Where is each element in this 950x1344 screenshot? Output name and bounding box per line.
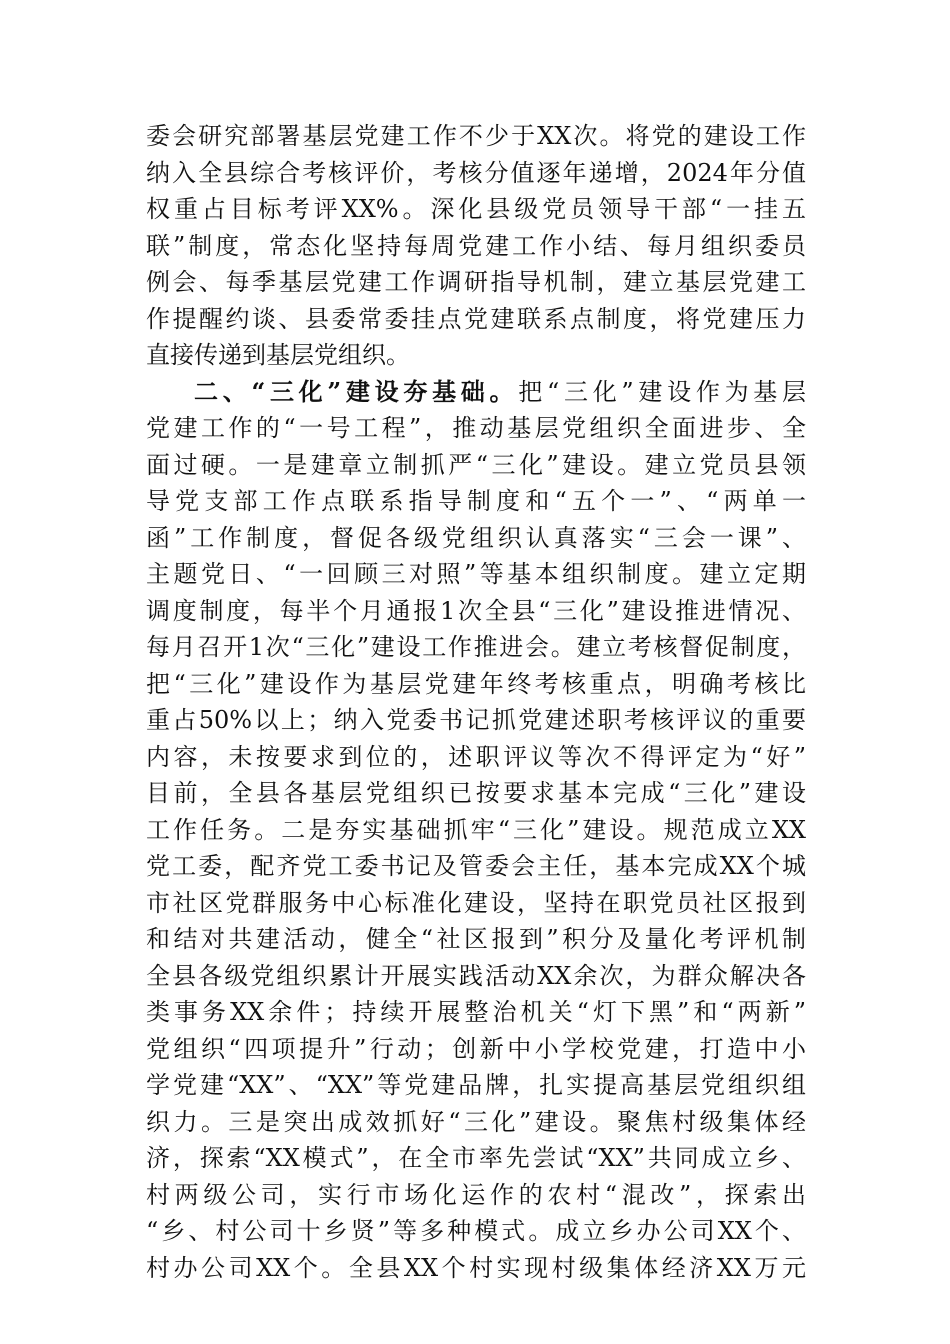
text-line: 目前，全县各基层党组织已按要求基本完成“三化”建设 bbox=[146, 779, 806, 807]
paragraph-1 bbox=[146, 118, 806, 374]
text-line: 工作任务。二是夯实基础抓牢“三化”建设。规范成立XX bbox=[146, 815, 806, 844]
text-line: 主题党日、“一回顾三对照”等基本组织制度。建立定期 bbox=[146, 560, 806, 588]
text-line: 委会研究部署基层党建工作不少于XX次。将党的建设工作 bbox=[146, 122, 806, 150]
text-line: 每月召开1次“三化”建设工作推进会。建立考核督促制度， bbox=[146, 633, 806, 661]
text-line: 党组织“四项提升”行动；创新中小学校党建，打造中小 bbox=[146, 1034, 806, 1063]
text-line: 联”制度，常态化坚持每周党建工作小结、每月组织委员 bbox=[146, 231, 806, 260]
text-line: 村两级公司，实行市场化运作的农村“混改”，探索出 bbox=[146, 1180, 806, 1209]
text-line: 面过硬。一是建章立制抓严“三化”建设。建立党员县领 bbox=[146, 450, 806, 479]
text-line: 把“三化”建设作为基层党建年终考核重点，明确考核比 bbox=[146, 669, 806, 698]
text-line: 权重占目标考评XX%。深化县级党员领导干部“一挂五 bbox=[146, 195, 806, 223]
text-line: 和结对共建活动，健全“社区报到”积分及量化考评机制 bbox=[146, 925, 806, 953]
text-line: 织力。三是突出成效抓好“三化”建设。聚焦村级集体经 bbox=[146, 1107, 806, 1136]
text-line: 类事务XX余件；持续开展整治机关“灯下黑”和“两新” bbox=[146, 998, 806, 1026]
text-line: 纳入全县综合考核评价，考核分值逐年递增，2024年分值 bbox=[146, 158, 806, 187]
section-2-first-line-text: 把“三化”建设作为基层 bbox=[518, 377, 806, 406]
text-line: 作提醒约谈、县委常委挂点党建联系点制度，将党建压力 bbox=[146, 304, 806, 333]
document-page bbox=[146, 118, 806, 1286]
text-line: 济，探索“XX模式”，在全市率先尝试“XX”共同成立乡、 bbox=[146, 1144, 806, 1172]
text-line: 全县各级党组织累计开展实践活动XX余次，为群众解决各 bbox=[146, 961, 806, 990]
text-line: 内容，未按要求到位的，述职评议等次不得评定为“好” bbox=[146, 742, 806, 771]
text-line: 函”工作制度，督促各级党组织认真落实“三会一课”、 bbox=[146, 523, 806, 552]
text-line: “乡、村公司十乡贤”等多种模式。成立乡办公司XX个、 bbox=[146, 1217, 806, 1245]
text-line: 市社区党群服务中心标准化建设，坚持在职党员社区报到 bbox=[146, 888, 806, 917]
text-line: 党建工作的“一号工程”，推动基层党组织全面进步、全 bbox=[146, 414, 806, 442]
text-line: 调度制度，每半个月通报1次全县“三化”建设推进情况、 bbox=[146, 596, 806, 625]
text-line: 导党支部工作点联系指导制度和“五个一”、“两单一 bbox=[146, 487, 806, 515]
text-line: 党工委，配齐党工委书记及管委会主任，基本完成XX个城 bbox=[146, 852, 806, 880]
text-line: 重占50%以上；纳入党委书记抓党建述职考核评议的重要 bbox=[146, 706, 806, 734]
text-line: 学党建“XX”、“XX”等党建品牌，扎实提高基层党组织组 bbox=[146, 1071, 806, 1099]
text-line: 村办公司XX个。全县XX个村实现村级集体经济XX万元 bbox=[146, 1253, 806, 1282]
text-line: 例会、每季基层党建工作调研指导机制，建立基层党建工 bbox=[146, 268, 806, 296]
section-2-heading: 二、“三化”建设夯基础。 bbox=[194, 376, 519, 406]
paragraph-2 bbox=[146, 374, 806, 1287]
text-line: 直接传递到基层党组织。 bbox=[146, 341, 410, 369]
section-2-first-line bbox=[146, 374, 806, 411]
